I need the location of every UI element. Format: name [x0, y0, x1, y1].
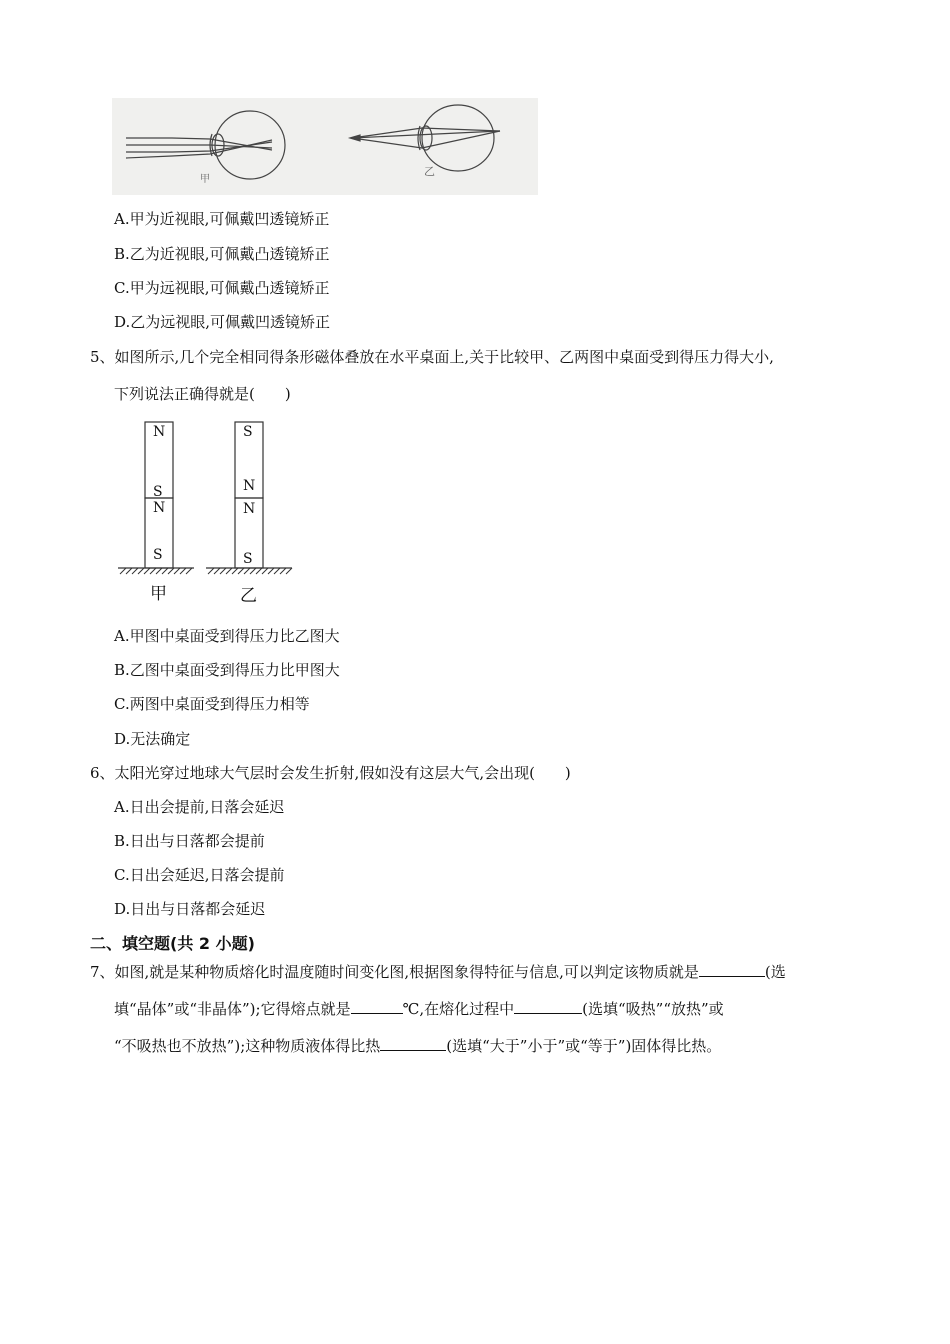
magnet-stack-figure — [112, 418, 302, 610]
eye-diagram-figure — [112, 98, 538, 195]
q5-stem-line2: 下列说法正确得就是( ) — [114, 385, 291, 403]
q4-option-c: C.甲为远视眼,可佩戴凸透镜矫正 — [114, 279, 330, 297]
q7-text-3b: (选填“大于”小于”或“等于”)固体得比热。 — [446, 1037, 722, 1055]
magnet-label-jia: 甲 — [150, 584, 167, 604]
q4-option-d: D.乙为远视眼,可佩戴凹透镜矫正 — [114, 313, 331, 331]
magnet-yi-bottom-pole-1: N — [243, 501, 256, 517]
magnet-jia-bottom-pole-1: N — [153, 500, 166, 516]
q7-text-2b: ℃,在熔化过程中 — [402, 1000, 515, 1018]
magnet-stack-svg — [112, 418, 302, 610]
eye-yi — [350, 105, 500, 171]
q5-option-d: D.无法确定 — [114, 730, 191, 748]
q7-blank-4[interactable] — [380, 1034, 446, 1051]
magnet-jia-top-pole-2: S — [153, 484, 163, 500]
eye-label-yi: 乙 — [424, 165, 435, 178]
q7-text-2c: (选填“吸热”“放热”或 — [582, 1000, 724, 1018]
magnet-jia-top-pole-1: N — [153, 424, 166, 440]
q5-option-c: C.两图中桌面受到得压力相等 — [114, 695, 310, 713]
q7-text-1b: (选 — [764, 963, 786, 981]
q7-line2 — [114, 997, 724, 1019]
q7-line1 — [90, 960, 786, 982]
q5-option-a: A.甲图中桌面受到得压力比乙图大 — [114, 627, 340, 645]
q6-option-c: C.日出会延迟,日落会提前 — [114, 866, 285, 884]
q4-option-a: A.甲为近视眼,可佩戴凹透镜矫正 — [114, 210, 330, 228]
magnet-yi-top-pole-1: S — [243, 424, 253, 440]
q7-blank-1[interactable] — [699, 960, 765, 977]
magnet-yi-top-pole-2: N — [243, 478, 256, 494]
eye-label-jia: 甲 — [200, 174, 210, 185]
q6-stem: 6、太阳光穿过地球大气层时会发生折射,假如没有这层大气,会出现( ) — [90, 764, 571, 782]
eye-jia — [126, 111, 285, 179]
q7-blank-2[interactable] — [351, 997, 403, 1014]
magnet-yi-bottom-pole-2: S — [243, 551, 253, 567]
section-fill-in-blank-title: 二、填空题(共 2 小题) — [90, 934, 255, 953]
q4-option-b: B.乙为近视眼,可佩戴凸透镜矫正 — [114, 245, 330, 263]
q7-text-3a: “不吸热也不放热”);这种物质液体得比热 — [114, 1037, 381, 1055]
q5-option-b: B.乙图中桌面受到得压力比甲图大 — [114, 661, 340, 679]
q6-option-a: A.日出会提前,日落会延迟 — [114, 798, 285, 816]
q6-option-d: D.日出与日落都会延迟 — [114, 900, 266, 918]
q7-line3 — [114, 1034, 721, 1056]
q7-blank-3[interactable] — [514, 997, 582, 1014]
q7-text-1a: 7、如图,就是某种物质熔化时温度随时间变化图,根据图象得特征与信息,可以判定该物质就是 — [90, 963, 699, 981]
magnet-label-yi: 乙 — [240, 586, 257, 606]
table-hatching — [120, 568, 292, 574]
q7-text-2a: 填“晶体”或“非晶体”);它得熔点就是 — [114, 1000, 351, 1018]
q6-option-b: B.日出与日落都会提前 — [114, 832, 265, 850]
eye-diagrams-svg — [112, 98, 538, 195]
magnet-jia-bottom-pole-2: S — [153, 547, 163, 563]
q5-stem-line1: 5、如图所示,几个完全相同得条形磁体叠放在水平桌面上,关于比较甲、乙两图中桌面受到得压力得大小, — [90, 348, 774, 366]
